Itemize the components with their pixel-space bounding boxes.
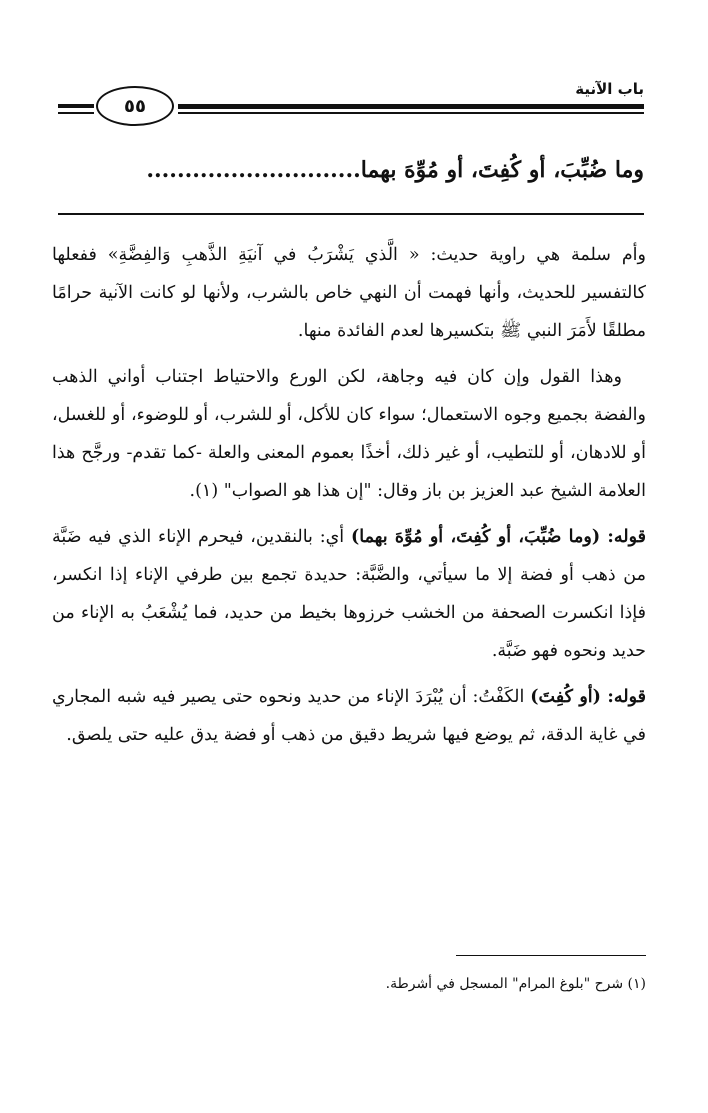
header-rule-thick: [178, 104, 644, 109]
commentary-text: أي: بالنقدين، فيحرم الإناء الذي فيه ضَبَّة من ذهب أو فضة إلا ما سيأتي، والضَّبَّة: حديدة تجمع بين طرفي الإناء إذا انكسر، فإذا انكسرت الصحفة من الخشب خرزوها بخيط من حديد، فما يُشْعَبُ به الإناء من حديد ونحوه فهو ضَبَّة.: [52, 527, 646, 661]
commentary-paragraph: [52, 678, 646, 754]
page-number: ٥٥: [96, 86, 174, 126]
matn-divider: [58, 213, 644, 215]
commentary-label: قوله: (أو كُفِتَ): [530, 687, 646, 707]
paragraph: وهذا القول وإن كان فيه وجاهة، لكن الورع والاحتياط اجتناب أواني الذهب والفضة بجميع وجوه الاستعمال؛ سواء كان للأكل، أو للشرب، أو للوضوء، أو للغسل، أو للادهان، أو للتطيب، أو غير ذلك، أخذًا بعموم المعنى والعلة -كما تقدم- ورجَّح هذا العلامة الشيخ عبد العزيز بن باز وقال: "إن هذا هو الصواب" (١).: [52, 367, 646, 501]
commentary-label: قوله: (وما ضُبِّبَ، أو كُفِتَ، أو مُوِّهَ بهما): [350, 527, 646, 547]
body-text: [52, 236, 646, 762]
page-header: [58, 78, 644, 128]
commentary-text: الكَفْتُ: أن يُبْرَدَ الإناء من حديد ونحوه حتى يصير فيه شبه المجاري في غاية الدقة، ثم يوضع فيها شريط دقيق من ذهب أو فضة يدق عليه حتى يلصق.: [52, 687, 646, 745]
header-rule-thin: [178, 112, 644, 114]
header-rule-left: [58, 104, 94, 108]
chapter-title: باب الآنية: [575, 80, 644, 98]
matn-text: وما ضُبِّبَ، أو كُفِتَ، أو مُوِّهَ بهما............................: [146, 157, 644, 183]
paragraph: وأم سلمة هي راوية حديث: « الَّذي يَشْرَبُ في آنيَةِ الذَّهبِ وَالفِضَّةِ» ففعلها كالتفسير للحديث، وأنها فهمت أن النهي خاص بالشرب، ولأنها لو كانت الآنية حرامًا مطلقًا لأَمَرَ النبي ﷺ بتكسيرها لعدم الفائدة منها.: [52, 245, 646, 341]
commentary-paragraph: [52, 518, 646, 670]
footnote: (١) شرح "بلوغ المرام" المسجل في أشرطة.: [385, 976, 646, 992]
footnote-divider: [456, 955, 646, 956]
header-rule-left-thin: [58, 112, 94, 114]
